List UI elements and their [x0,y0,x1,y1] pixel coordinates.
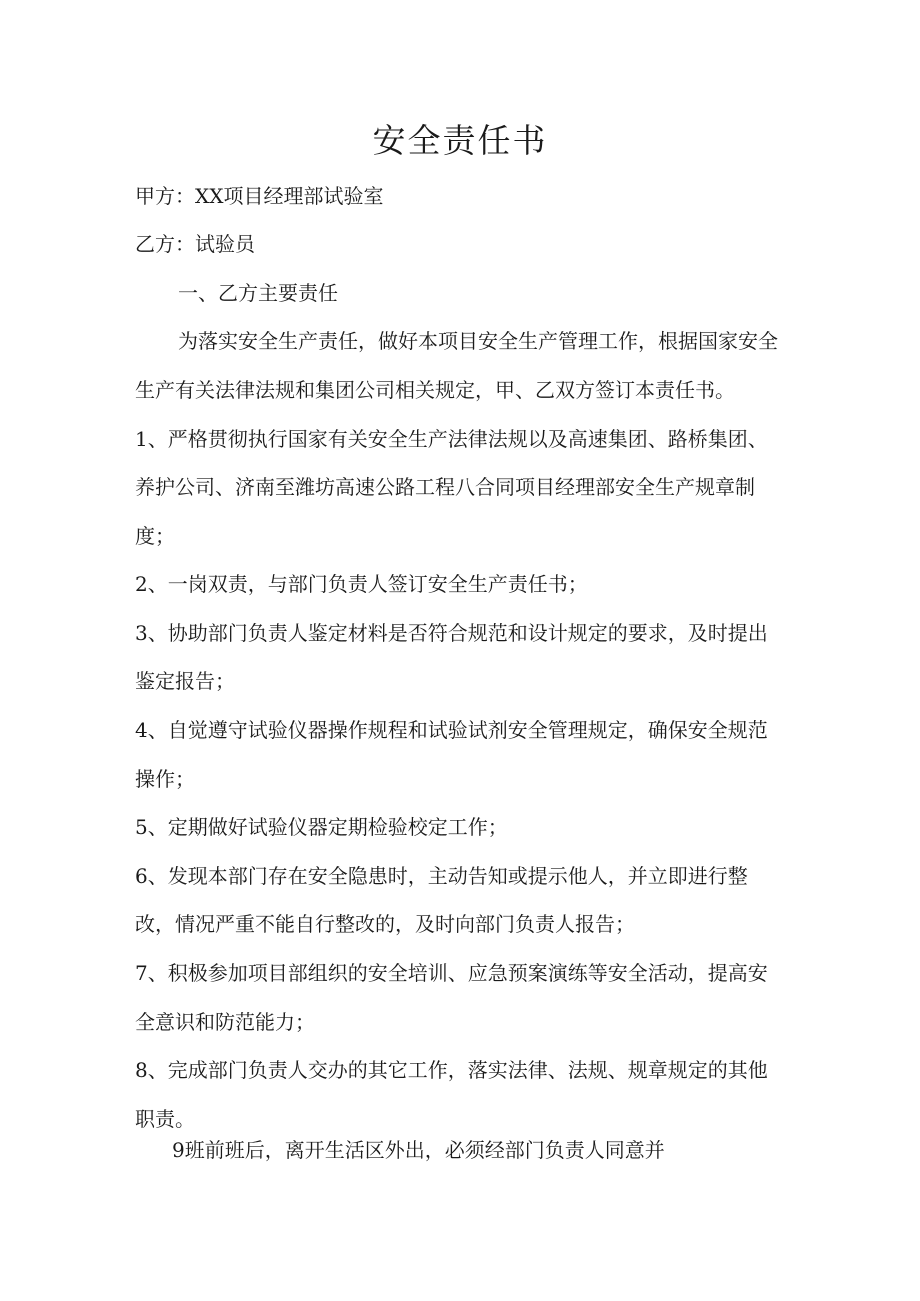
item-4-line: 操作； [135,767,195,791]
item-7-line: 7、积极参加项目部组织的安全培训、应急预案演练等安全活动，提高安 [135,961,768,985]
item-9-line: 9班前班后，离开生活区外出，必须经部门负责人同意并 [172,1138,665,1162]
intro-line: 生产有关法律法规和集团公司相关规定，甲、乙双方签订本责任书。 [135,378,735,402]
item-6-line: 6、发现本部门存在安全隐患时，主动告知或提示他人，并立即进行整 [135,864,748,888]
party-a-line: 甲方：XX项目经理部试验室 [135,184,384,208]
item-1-line: 度； [135,524,175,548]
item-6-line: 改，情况严重不能自行整改的，及时向部门负责人报告； [135,912,635,936]
section-heading: 一、乙方主要责任 [178,281,338,305]
intro-line: 为落实安全生产责任，做好本项目安全生产管理工作，根据国家安全 [178,329,778,353]
item-7-line: 全意识和防范能力； [135,1010,315,1034]
item-1-line: 1、严格贯彻执行国家有关安全生产法律法规以及高速集团、路桥集团、 [135,427,768,451]
party-b-line: 乙方：试验员 [135,232,255,256]
item-1-line: 养护公司、济南至潍坊高速公路工程八合同项目经理部安全生产规章制 [135,475,755,499]
item-5-line: 5、定期做好试验仪器定期检验校定工作； [135,815,508,839]
item-4-line: 4、自觉遵守试验仪器操作规程和试验试剂安全管理规定，确保安全规范 [135,718,768,742]
document-title: 安全责任书 [372,121,548,160]
item-3-line: 鉴定报告； [135,669,235,693]
item-8-line: 职责。 [135,1107,195,1131]
item-8-line: 8、完成部门负责人交办的其它工作，落实法律、法规、规章规定的其他 [135,1058,768,1082]
item-3-line: 3、协助部门负责人鉴定材料是否符合规范和设计规定的要求，及时提出 [135,621,768,645]
item-2-line: 2、一岗双责，与部门负责人签订安全生产责任书； [135,572,588,596]
